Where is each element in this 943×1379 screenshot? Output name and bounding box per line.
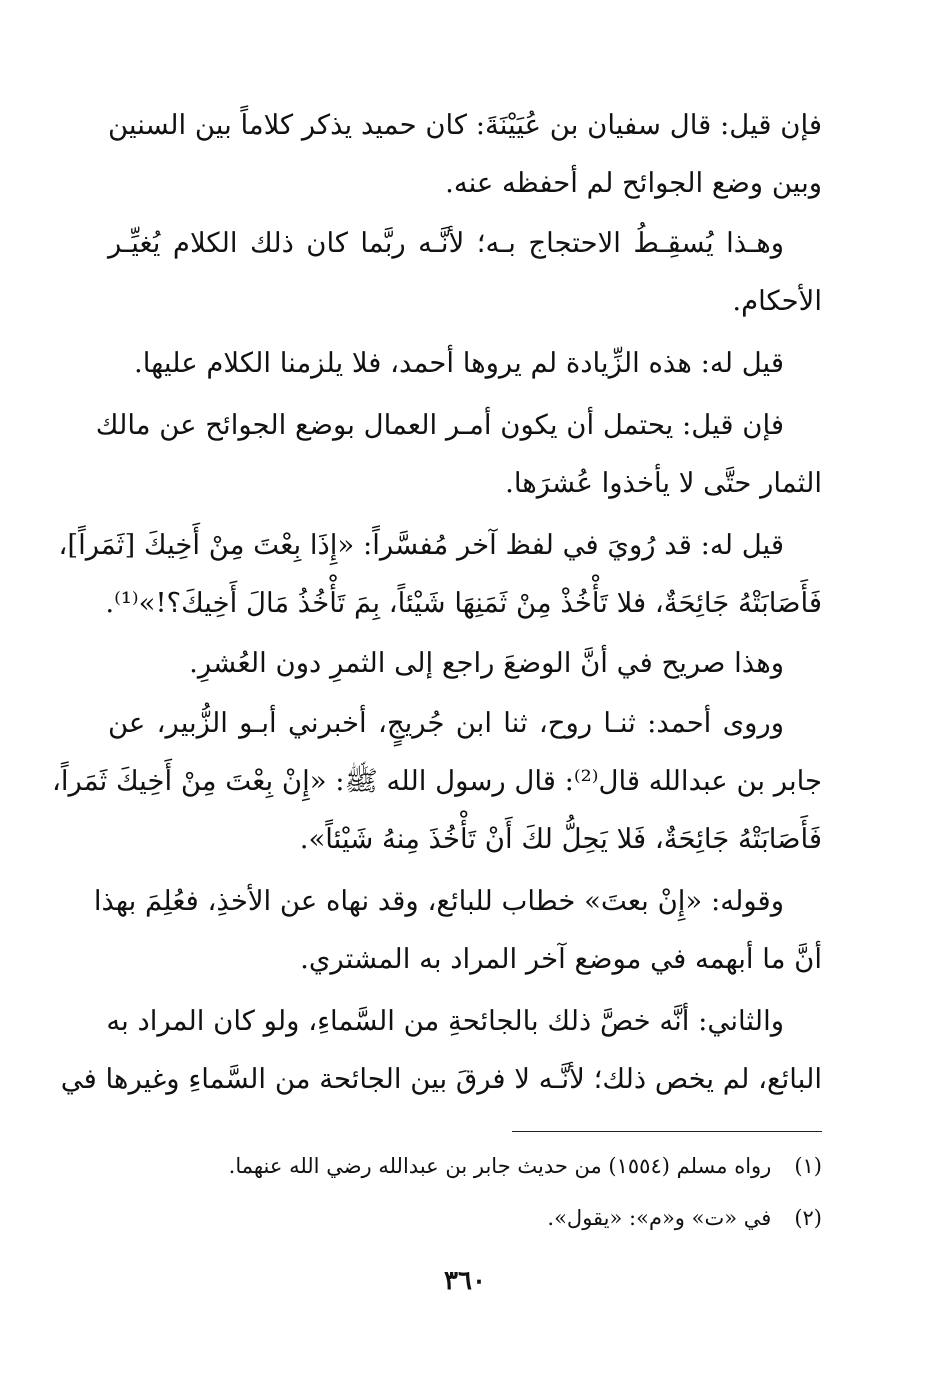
body-line: الثمار حتَّى لا يأخذوا عُشرَها.: [505, 467, 822, 499]
footnote-text: رواه مسلم (١٥٥٤) من حديث جابر بن عبدالله رضي الله عنهما.: [228, 1154, 772, 1178]
footnote-number: (٢): [794, 1206, 822, 1230]
body-line: أنَّ ما أبهمه في موضع آخر المراد به المشتري.: [300, 943, 822, 975]
body-line: قيل له: هذه الزِّيادة لم يروها أحمد، فلا يلزمنا الكلام عليها.: [134, 347, 784, 379]
footnote-number: (١): [794, 1154, 822, 1178]
body-line: البائع، لم يخص ذلك؛ لأنَّـه لا فرقَ بين الجائحة من السَّماءِ وغيرها في: [60, 1063, 822, 1095]
body-line: فإن قيل: يحتمل أن يكون أمـر العمال بوضع الجوائح عن مالك: [95, 409, 784, 441]
body-line: وقوله: «إِنْ بعتَ» خطاب للبائع، وقد نهاه عن الأخذِ، فعُلِمَ بهذا: [93, 885, 784, 917]
body-line: وهذا صريح في أنَّ الوضعَ راجع إلى الثمرِ دون العُشرِ.: [189, 647, 784, 679]
body-line: فَأَصَابَتْهُ جَائِحَةٌ، فَلا يَحِلُّ لكَ أَنْ تَأْخُذَ مِنهُ شَيْئاً».: [299, 823, 822, 855]
footnote-2: [108, 1196, 822, 1240]
body-line: وبين وضع الجوائح لم أحفظه عنه.: [445, 167, 822, 199]
body-line: قيل له: قد رُويَ في لفظ آخر مُفسَّراً: «إِذَا بِعْتَ مِنْ أَخِيكَ [ثَمَراً]،: [58, 529, 784, 561]
body-line: والثاني: أنَّه خصَّ ذلك بالجائحةِ من السَّماءِ، ولو كان المراد به: [106, 1005, 784, 1037]
body-line: وهـذا يُسقِـطُ الاحتجاج بـه؛ لأنَّـه ربَّما كان ذلك الكلام يُغيِّـر: [108, 227, 784, 259]
footnote-1: [108, 1144, 822, 1188]
body-line: الأحكام.: [732, 285, 822, 317]
footnote-divider: [512, 1131, 822, 1132]
body-line: فإن قيل: قال سفيان بن عُيَيْنَةَ: كان حميد يذكر كلاماً بين السنين: [108, 109, 822, 141]
body-line: وروى أحمد: ثنـا روح، ثنا ابن جُريجٍ، أخبرني أبـو الزُّبير، عن: [108, 707, 784, 739]
body-line: فَأَصَابَتْهُ جَائِحَةٌ، فلا تَأْخُذْ مِنْ ثَمَنِهَا شَيْئاً، بِمَ تَأْخُذُ مَالَ أَخِيكَ؟!»⁽¹⁾.: [105, 587, 822, 619]
body-line: جابر بن عبدالله قال⁽²⁾: قال رسول الله ﷺ: «إِنْ بِعْتَ مِنْ أَخِيكَ ثَمَراً،: [52, 765, 822, 797]
book-page: [52, 96, 822, 1356]
page-number: ٣٦٠: [444, 1266, 486, 1296]
footnote-text: في «ت» و«م»: «يقول».: [547, 1206, 772, 1230]
